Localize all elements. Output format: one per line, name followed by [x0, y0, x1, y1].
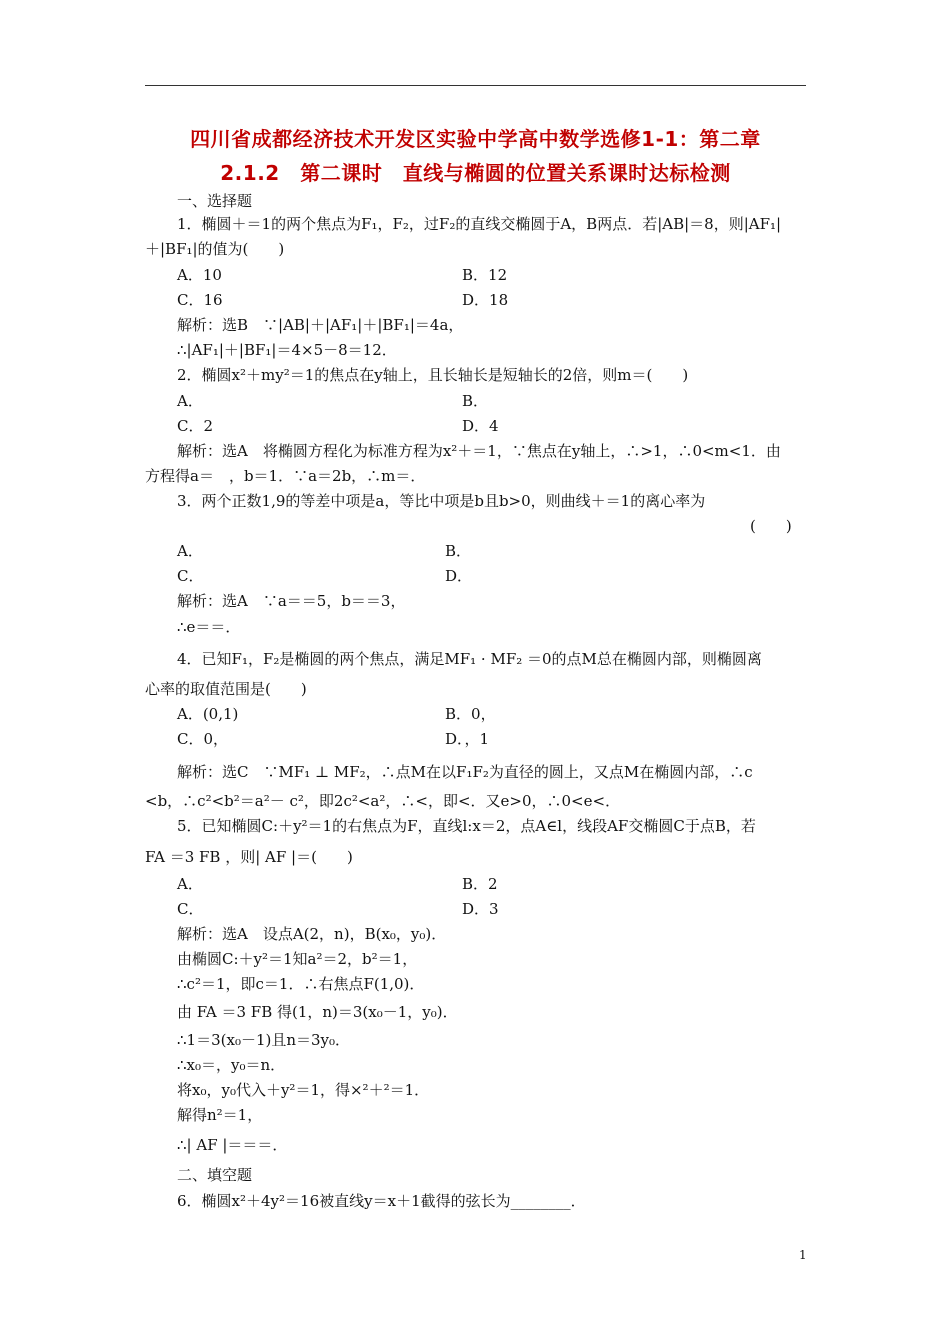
solution-text: ∴| AF |＝＝＝． — [177, 1136, 288, 1154]
solution-text: ∴|AF₁|＋|BF₁|＝4×5－8＝12． — [177, 341, 397, 359]
option: D． — [445, 567, 473, 585]
solution-text: 解析：选B ∵|AB|＋|AF₁|＋|BF₁|＝4a， — [177, 316, 464, 334]
question-text: ＋|BF₁|的值为( ) — [145, 240, 285, 258]
option: D．3 — [462, 900, 499, 918]
solution-text: ∴c²＝1，即c＝1．∴右焦点F(1,0)． — [177, 975, 425, 993]
option: B． — [462, 392, 489, 410]
solution-text: 由椭圆C:＋y²＝1知a²＝2，b²＝1， — [177, 950, 418, 968]
option: A． — [177, 542, 203, 560]
solution-text: <b，∴c²<b²＝a²－ c²，即2c²<a²，∴<，即<．又e>0，∴0<e<． — [145, 792, 621, 810]
option: B．0， — [445, 705, 496, 723]
option: C． — [177, 567, 204, 585]
question-text: FA ＝3 FB ，则| AF |＝( ) — [145, 848, 353, 866]
question-text: 5．已知椭圆C:＋y²＝1的右焦点为F，直线l:x＝2，点A∈l，线段AF交椭圆C于点B，若 — [177, 817, 756, 835]
option: C．2 — [177, 417, 214, 435]
solution-text: 由 FA ＝3 FB 得(1，n)＝3(x₀－1，y₀)． — [177, 1003, 458, 1021]
solution-text: 方程得a＝ ，b＝1．∵a＝2b，∴m＝． — [145, 467, 426, 485]
document-title-line-1: 四川省成都经济技术开发区实验中学高中数学选修1-1：第二章 — [190, 127, 761, 151]
section-heading: 二、填空题 — [177, 1166, 253, 1184]
option: C．16 — [177, 291, 223, 309]
option: B．12 — [462, 266, 508, 284]
solution-text: ∴x₀＝，y₀＝n． — [177, 1056, 286, 1074]
page-number: 1 — [799, 1248, 807, 1262]
question-text: 2．椭圆x²＋my²＝1的焦点在y轴上，且长轴长是短轴长的2倍，则m＝( ) — [177, 366, 689, 384]
option: D．18 — [462, 291, 509, 309]
question-text: 3．两个正数1,9的等差中项是a，等比中项是b且b>0，则曲线＋＝1的离心率为 — [177, 492, 706, 510]
option: D．4 — [462, 417, 499, 435]
solution-text: 解析：选A ∵a＝＝5，b＝＝3， — [177, 592, 406, 610]
question-text: 心率的取值范围是( ) — [145, 680, 307, 698]
section-heading: 一、选择题 — [177, 192, 253, 210]
option: B． — [445, 542, 472, 560]
option: B．2 — [462, 875, 498, 893]
option: A．(0,1) — [177, 705, 239, 723]
header-rule — [145, 85, 806, 86]
solution-text: 解析：选C ∵MF₁ ⊥ MF₂，∴点M在以F₁F₂为直径的圆上，又点M在椭圆内部，∴c — [177, 763, 753, 781]
option: C． — [177, 900, 204, 918]
option: A．10 — [177, 266, 222, 284]
document-title-line-2: 2.1.2 第二课时 直线与椭圆的位置关系课时达标检测 — [220, 161, 731, 185]
question-text: 1．椭圆＋＝1的两个焦点为F₁，F₂，过F₂的直线交椭圆于A，B两点．若|AB|＝8，则|AF₁| — [177, 215, 782, 233]
option: A． — [177, 875, 203, 893]
solution-text: ∴1＝3(x₀－1)且n＝3y₀． — [177, 1031, 351, 1049]
solution-text: 解析：选A 将椭圆方程化为标准方程为x²＋＝1，∵焦点在y轴上，∴>1，∴0<m<1．由 — [177, 442, 781, 460]
answer-blank: ( ) — [750, 517, 792, 535]
solution-text: 解得n²＝1， — [177, 1106, 263, 1124]
option: C．0， — [177, 730, 229, 748]
question-text: 4．已知F₁，F₂是椭圆的两个焦点，满足MF₁ · MF₂ ＝0的点M总在椭圆内部，则椭圆离 — [177, 650, 762, 668]
solution-text: 将x₀，y₀代入＋y²＝1，得×²＋²＝1． — [177, 1081, 430, 1099]
question-text: 6．椭圆x²＋4y²＝16被直线y＝x＋1截得的弦长为________． — [177, 1192, 586, 1210]
solution-text: ∴e＝＝． — [177, 618, 241, 636]
option: D．，1 — [445, 730, 490, 748]
solution-text: 解析：选A 设点A(2，n)，B(x₀，y₀)． — [177, 925, 447, 943]
option: A． — [177, 392, 203, 410]
